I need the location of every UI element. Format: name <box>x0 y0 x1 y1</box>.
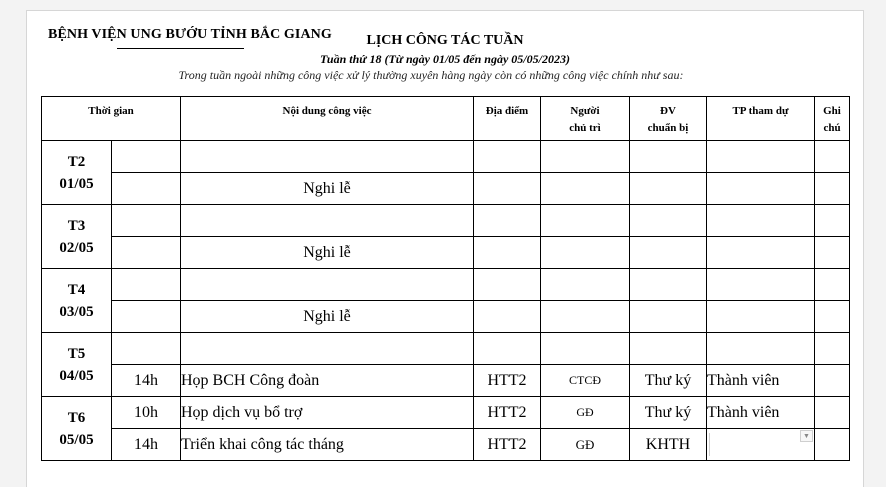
event-location[interactable]: HTT2 <box>474 429 541 461</box>
table-row <box>42 333 850 365</box>
day-name: T5 <box>67 345 86 362</box>
event-prep[interactable]: Thư ký <box>630 397 707 429</box>
participants-dropdown[interactable] <box>707 429 815 461</box>
table-row <box>42 237 850 269</box>
dropdown-edge <box>709 433 710 456</box>
col-notes-header <box>815 97 850 141</box>
event-content[interactable]: Triển khai công tác tháng <box>181 429 474 461</box>
col-prep-header-line2: chuẩn bị <box>647 122 689 134</box>
col-host-header-line2: chủ trì <box>569 122 601 134</box>
day-cell <box>42 141 112 205</box>
schedule-title: LỊCH CÔNG TÁC TUẦN <box>366 33 524 48</box>
day-date: 03/05 <box>59 303 94 320</box>
event-participants[interactable]: Thành viên <box>707 365 815 397</box>
table-row <box>42 141 850 173</box>
day-cell <box>42 205 112 269</box>
col-participants-header: TP tham dự <box>707 97 815 141</box>
holiday-cell[interactable]: Nghi lễ <box>181 173 474 205</box>
holiday-cell[interactable]: Nghi lễ <box>181 301 474 333</box>
day-date: 02/05 <box>59 239 94 256</box>
day-cell <box>42 397 112 461</box>
event-location[interactable]: HTT2 <box>474 397 541 429</box>
col-location-header: Địa điểm <box>474 97 541 141</box>
event-prep[interactable]: KHTH <box>630 429 707 461</box>
day-name: T6 <box>67 409 86 426</box>
col-notes-header-line1: Ghi <box>823 105 841 117</box>
col-content-header: Nội dung công việc <box>181 97 474 141</box>
col-prep-header <box>630 97 707 141</box>
event-content[interactable]: Họp BCH Công đoàn <box>181 365 474 397</box>
week-range: Tuần thứ 18 (Từ ngày 01/05 đến ngày 05/05/2023) <box>320 52 570 66</box>
schedule-table <box>41 96 850 461</box>
table-row <box>42 397 850 429</box>
table-row <box>42 205 850 237</box>
event-time[interactable]: 14h <box>112 365 181 397</box>
day-name: T3 <box>67 217 86 234</box>
event-time[interactable]: 10h <box>112 397 181 429</box>
holiday-cell[interactable]: Nghi lễ <box>181 237 474 269</box>
table-row <box>42 429 850 461</box>
event-time[interactable]: 14h <box>112 429 181 461</box>
table-row <box>42 173 850 205</box>
day-date: 04/05 <box>59 367 94 384</box>
col-time-header: Thời gian <box>42 97 181 141</box>
day-name: T2 <box>67 153 86 170</box>
day-date: 01/05 <box>59 175 94 192</box>
event-prep[interactable]: Thư ký <box>630 365 707 397</box>
day-cell <box>42 269 112 333</box>
event-participants[interactable]: Thành viên <box>707 397 815 429</box>
table-row <box>42 301 850 333</box>
event-location[interactable]: HTT2 <box>474 365 541 397</box>
day-cell <box>42 333 112 397</box>
event-host[interactable]: GĐ <box>541 429 630 461</box>
hospital-name: BỆNH VIỆN UNG BƯỚU TỈNH BẮC GIANG <box>48 27 332 42</box>
table-row <box>42 269 850 301</box>
table-row <box>42 365 850 397</box>
day-date: 05/05 <box>59 431 94 448</box>
event-host[interactable]: CTCĐ <box>541 365 630 397</box>
col-host-header <box>541 97 630 141</box>
event-host[interactable]: GĐ <box>541 397 630 429</box>
chevron-down-icon[interactable]: ▼ <box>800 430 813 442</box>
table-header-row <box>42 97 850 141</box>
col-host-header-line1: Người <box>570 105 600 117</box>
col-prep-header-line1: ĐV <box>660 105 676 117</box>
schedule-note: Trong tuần ngoài những công việc xử lý thường xuyên hàng ngày còn có những công việc chính như sau: <box>178 68 684 82</box>
event-content[interactable]: Họp dịch vụ bổ trợ <box>181 397 474 429</box>
col-notes-header-line2: chú <box>823 122 841 134</box>
day-name: T4 <box>67 281 86 298</box>
